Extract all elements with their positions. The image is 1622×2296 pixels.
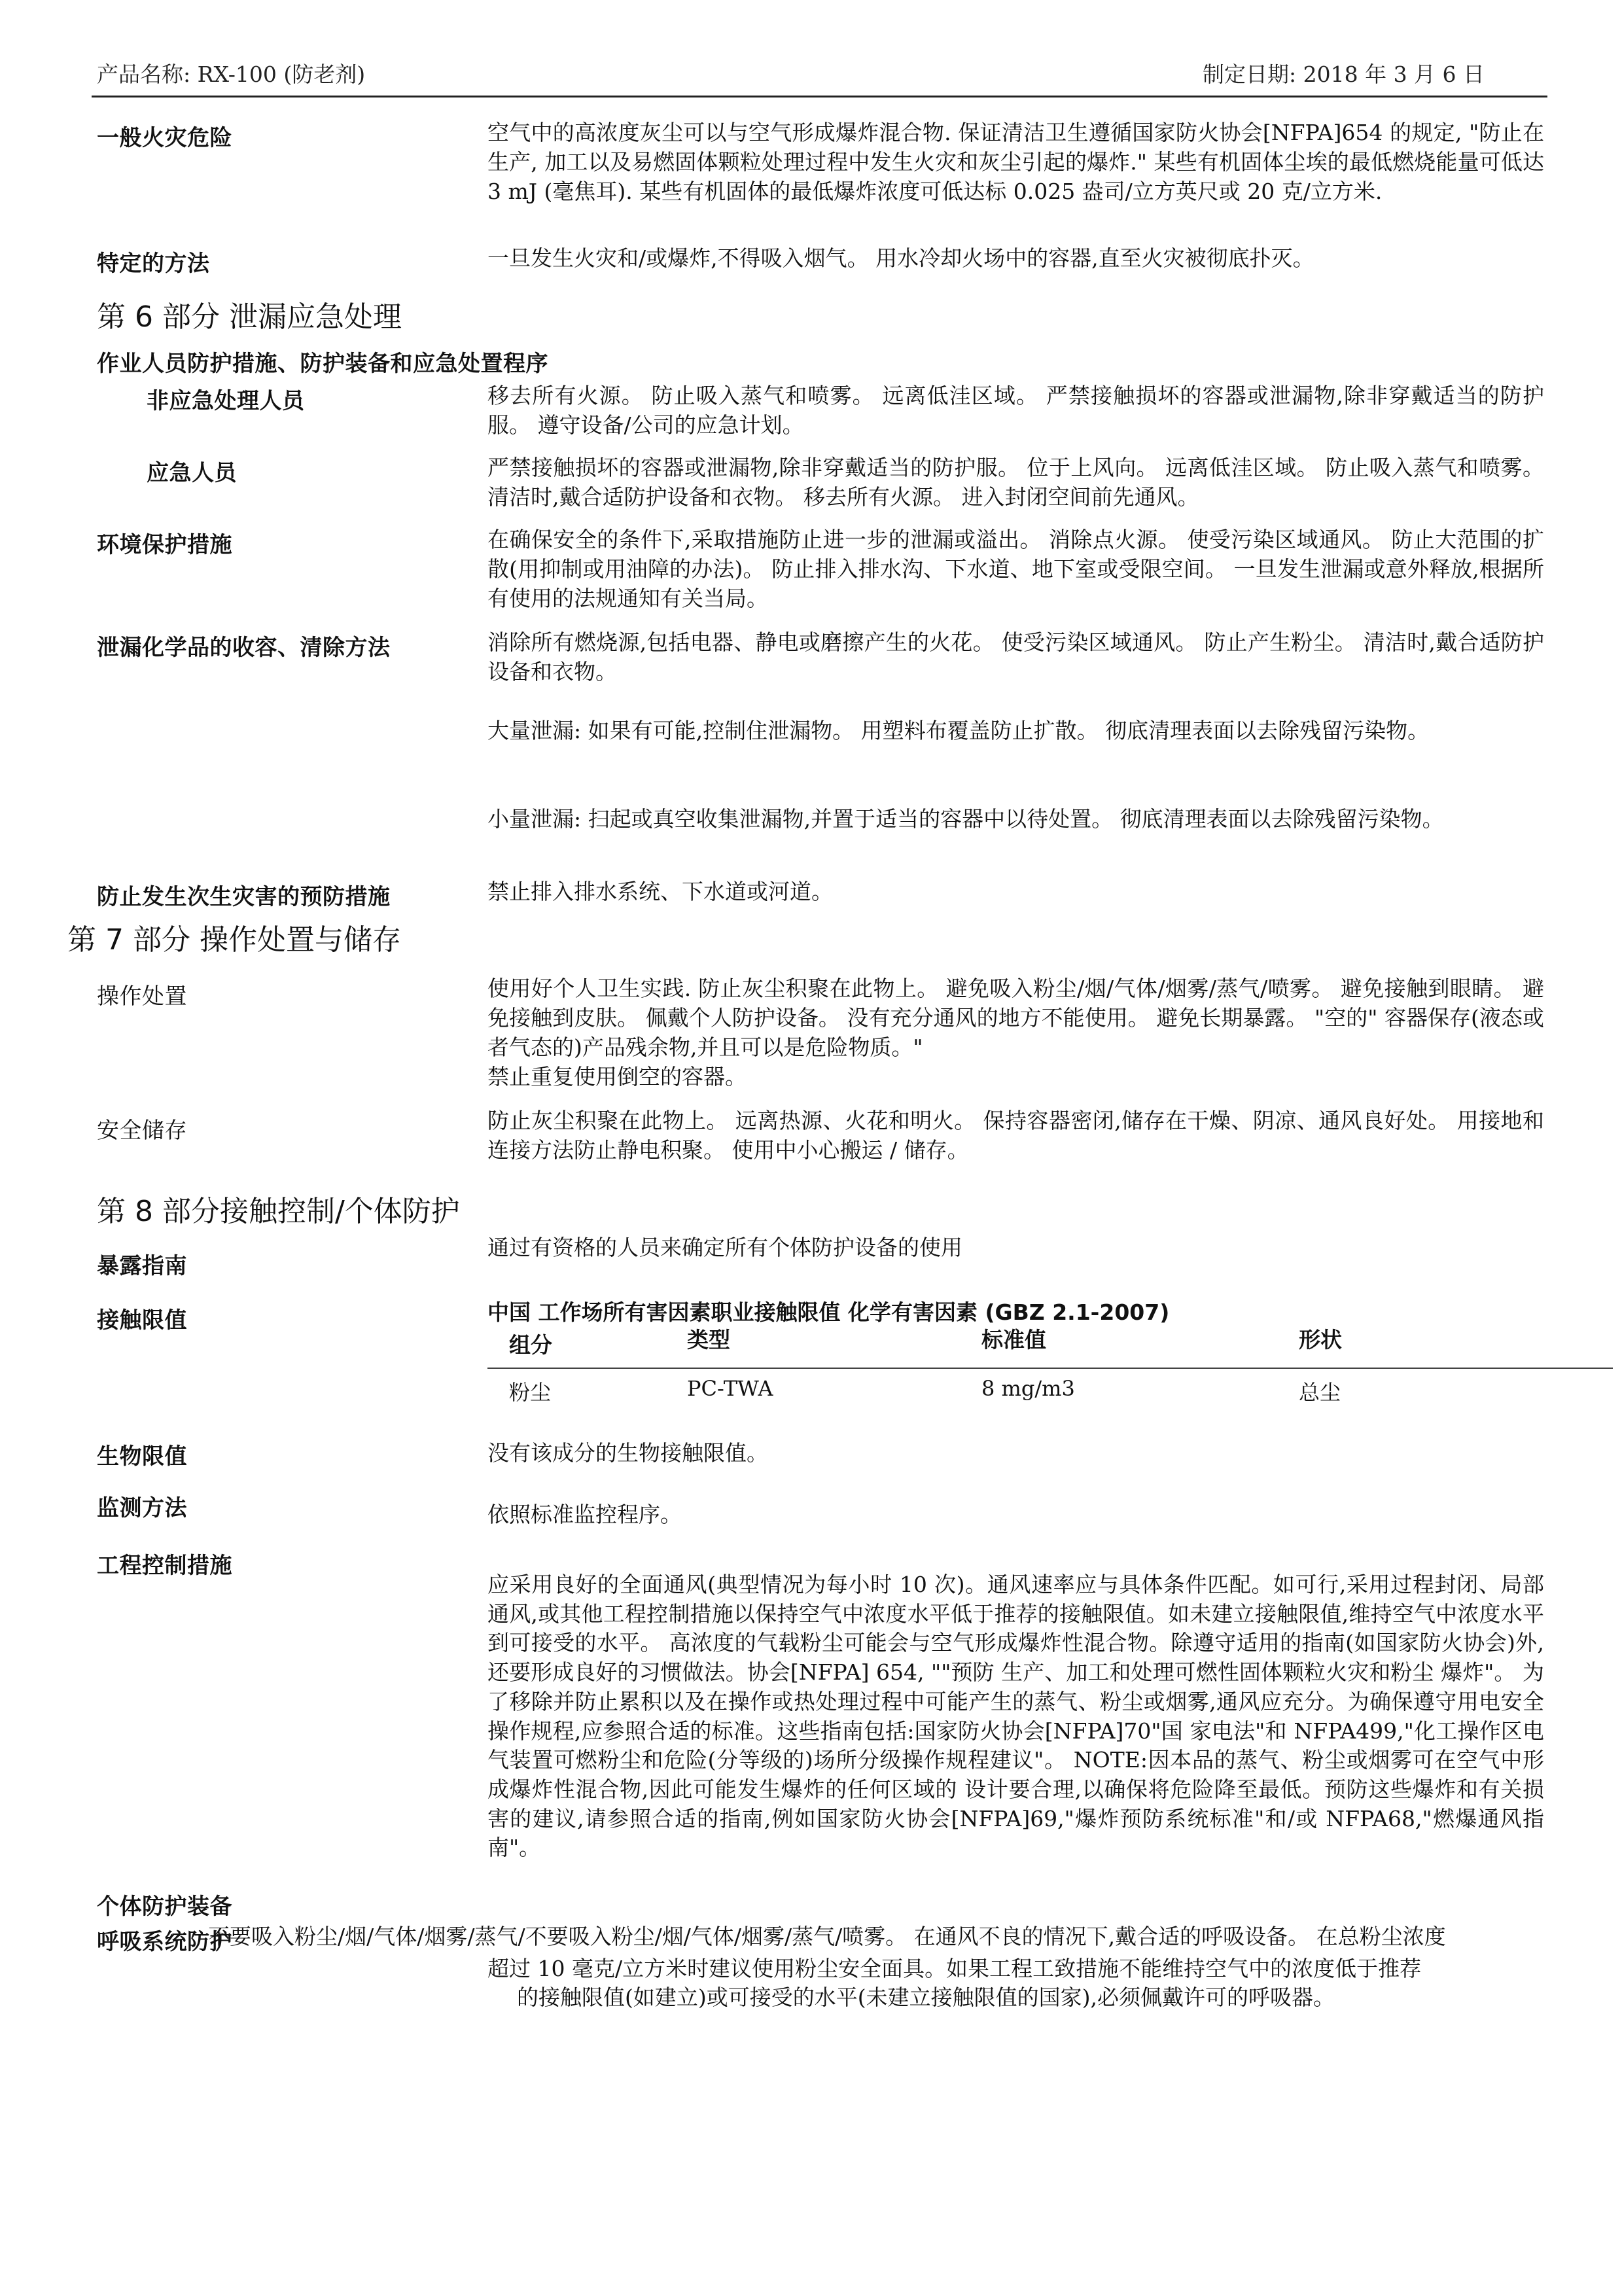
respiratory-protection-text-line1: 不要吸入粉尘/烟/气体/烟雾/蒸气/不要吸入粉尘/烟/气体/烟雾/蒸气/喷雾。 在通风不良的情况下,戴合适的呼吸设备。 在总粉尘浓度 xyxy=(208,1924,1446,1949)
large-spill-text: 大量泄漏: 如果有可能,控制住泄漏物。 用塑料布覆盖防止扩散。 彻底清理表面以去除残留污染物。 xyxy=(487,718,1430,743)
table-cell-standard-value: 8 mg/m3 xyxy=(981,1376,1075,1401)
table-cell-component: 粉尘 xyxy=(509,1380,552,1405)
monitoring-methods-text: 依照标准监控程序。 xyxy=(487,1502,682,1527)
non-emergency-text: 移去所有火源。 防止吸入蒸气和喷雾。 远离低洼区域。 严禁接触损坏的容器或泄漏物,除非穿戴适当的防护服。 遵守设备/公司的应急计划。 xyxy=(487,383,1544,438)
cleanup-methods-text: 消除所有燃烧源,包括电器、静电或磨擦产生的火花。 使受污染区域通风。 防止产生粉尘。 清洁时,戴合适防护设备和衣物。 xyxy=(487,629,1544,684)
respiratory-protection-text-line3: 的接触限值(如建立)或可接受的水平(未建立接触限值的国家),必须佩戴许可的呼吸器。 xyxy=(517,1985,1335,2010)
column-header-type: 类型 xyxy=(687,1327,730,1352)
column-header-component: 组分 xyxy=(509,1332,552,1358)
engineering-controls-text: 应采用良好的全面通风(典型情况为每小时 10 次)。通风速率应与具体条件匹配。如可行,采用过程封闭、局部通风,或其他工程控制措施以保持空气中浓度水平低于推荐的接触限值。如未建立接触限值,维持空气中浓度水平到可接受的水平。 高浓度的气载粉尘可能会与空气形成爆炸性混合物。除遵守适用的指南(如国家防火协会)外,还要形成良好的习惯做法。协会[NFPA] 654, ""预防 生产、加工和处理可燃性固体颗粒火灾和粉尘 爆炸"。 为了移除并防止累积以及在操作或热处理过程中可能产生的蒸气、粉尘或烟雾,通风应充分。为确保遵守用电安全操作规程,应参照合适的标准。这些指南包括:国家防火协会[NFPA]70"国 家电法"和 NFPA499,"化工操作区电气装置可燃粉尘和危险(分等级的)场所分级操作规程建议"。 NOTE:因本品的蒸气、粉尘或烟雾可在空气中形成爆炸性混合物,因此可能发生爆炸的任何区域的 设计要合理,以确保将危险降至最低。预防这些爆炸和有关损害的建议,请参照合适的指南,例如国家防火协会[NFPA]69,"爆炸预防系统标准"和/或 NFPA68,"燃爆通风指南"。 xyxy=(487,1572,1544,1861)
secondary-disaster-label: 防止发生次生灾害的预防措施 xyxy=(97,884,391,910)
monitoring-methods-label: 监测方法 xyxy=(97,1495,187,1521)
section-8-title: 第 8 部分接触控制/个体防护 xyxy=(97,1195,460,1228)
table-header-rule xyxy=(487,1368,1613,1369)
storage-text: 防止灰尘积聚在此物上。 远离热源、火花和明火。 保持容器密闭,储存在干燥、阴凉、通风良好处。 用接地和连接方法防止静电积聚。 使用中小心搬运 / 储存。 xyxy=(487,1108,1544,1163)
section-6-subheading: 作业人员防护措施、防护装备和应急处置程序 xyxy=(97,351,548,377)
exposure-limits-table-title: 中国 工作场所有害因素职业接触限值 化学有害因素 (GBZ 2.1-2007) xyxy=(487,1299,1170,1325)
fire-hazard-label: 一般火灾危险 xyxy=(97,125,232,151)
handling-text: 使用好个人卫生实践. 防止灰尘积聚在此物上。 避免吸入粉尘/烟/气体/烟雾/蒸气/喷雾。 避免接触到眼睛。 避免接触到皮肤。 佩戴个人防护设备。 没有充分通风的地方不能使用。 避免长期暴露。 "空的" 容器保存(液态或者气态的)产品残余物,并且可以是危险物质。" xyxy=(487,976,1544,1060)
non-emergency-label: 非应急处理人员 xyxy=(147,388,305,414)
secondary-disaster-text: 禁止排入排水系统、下水道或河道。 xyxy=(487,879,833,904)
product-name-header: 产品名称: RX-100 (防老剂) xyxy=(97,62,366,87)
respiratory-protection-label: 呼吸系统防护 xyxy=(97,1929,232,1955)
handling-text-last: 禁止重复使用倒空的容器。 xyxy=(487,1064,747,1089)
special-methods-text: 一旦发生火灾和/或爆炸,不得吸入烟气。 用水冷却火场中的容器,直至火灾被彻底扑灭。 xyxy=(487,245,1314,271)
exposure-guidelines-label: 暴露指南 xyxy=(97,1253,187,1279)
biological-limits-text: 没有该成分的生物接触限值。 xyxy=(487,1440,768,1466)
exposure-limits-label: 接触限值 xyxy=(97,1307,187,1333)
exposure-guidelines-text: 通过有资格的人员来确定所有个体防护设备的使用 xyxy=(487,1235,962,1260)
respiratory-protection-text-line2: 超过 10 毫克/立方米时建议使用粉尘安全面具。如果工程工致措施不能维持空气中的浓度低于推荐 xyxy=(487,1956,1422,1981)
table-cell-form: 总尘 xyxy=(1299,1380,1341,1405)
environmental-precautions-label: 环境保护措施 xyxy=(97,532,232,558)
emergency-responders-label: 应急人员 xyxy=(147,460,237,486)
special-methods-label: 特定的方法 xyxy=(97,251,210,277)
column-header-standard-value: 标准值 xyxy=(981,1327,1046,1352)
issue-date-header: 制定日期: 2018 年 3 月 6 日 xyxy=(1203,62,1485,87)
biological-limits-label: 生物限值 xyxy=(97,1443,187,1470)
handling-label: 操作处置 xyxy=(97,983,187,1010)
fire-hazard-text: 空气中的高浓度灰尘可以与空气形成爆炸混合物. 保证清洁卫生遵循国家防火协会[NFPA]654 的规定, "防止在生产, 加工以及易燃固体颗粒处理过程中发生火灾和灰尘引起的爆炸." 某些有机固体尘埃的最低燃烧能量可低达 3 mJ (毫焦耳). 某些有机固体的最低爆炸浓度可低达标 0.025 盎司/立方英尺或 20 克/立方米. xyxy=(487,120,1544,204)
engineering-controls-label: 工程控制措施 xyxy=(97,1553,232,1579)
environmental-precautions-text: 在确保安全的条件下,采取措施防止进一步的泄漏或溢出。 消除点火源。 使受污染区域通风。 防止大范围的扩散(用抑制或用油障的办法)。 防止排入排水沟、下水道、地下室或受限空间。 一旦发生泄漏或意外释放,根据所有使用的法规通知有关当局。 xyxy=(487,527,1544,611)
column-header-form: 形状 xyxy=(1299,1327,1342,1352)
header-rule xyxy=(92,96,1547,97)
emergency-responders-text: 严禁接触损坏的容器或泄漏物,除非穿戴适当的防护服。 位于上风向。 远离低洼区域。 防止吸入蒸气和喷雾。 清洁时,戴合适防护设备和衣物。 移去所有火源。 进入封闭空间前先通风。 xyxy=(487,455,1544,510)
ppe-label: 个体防护装备 xyxy=(97,1894,232,1920)
table-cell-type: PC-TWA xyxy=(687,1376,773,1401)
storage-label: 安全储存 xyxy=(97,1118,187,1144)
cleanup-methods-label: 泄漏化学品的收容、清除方法 xyxy=(97,635,391,661)
small-spill-text: 小量泄漏: 扫起或真空收集泄漏物,并置于适当的容器中以待处置。 彻底清理表面以去除残留污染物。 xyxy=(487,806,1444,832)
section-6-title: 第 6 部分 泄漏应急处理 xyxy=(97,300,402,334)
section-7-title: 第 7 部分 操作处置与储存 xyxy=(67,923,401,957)
